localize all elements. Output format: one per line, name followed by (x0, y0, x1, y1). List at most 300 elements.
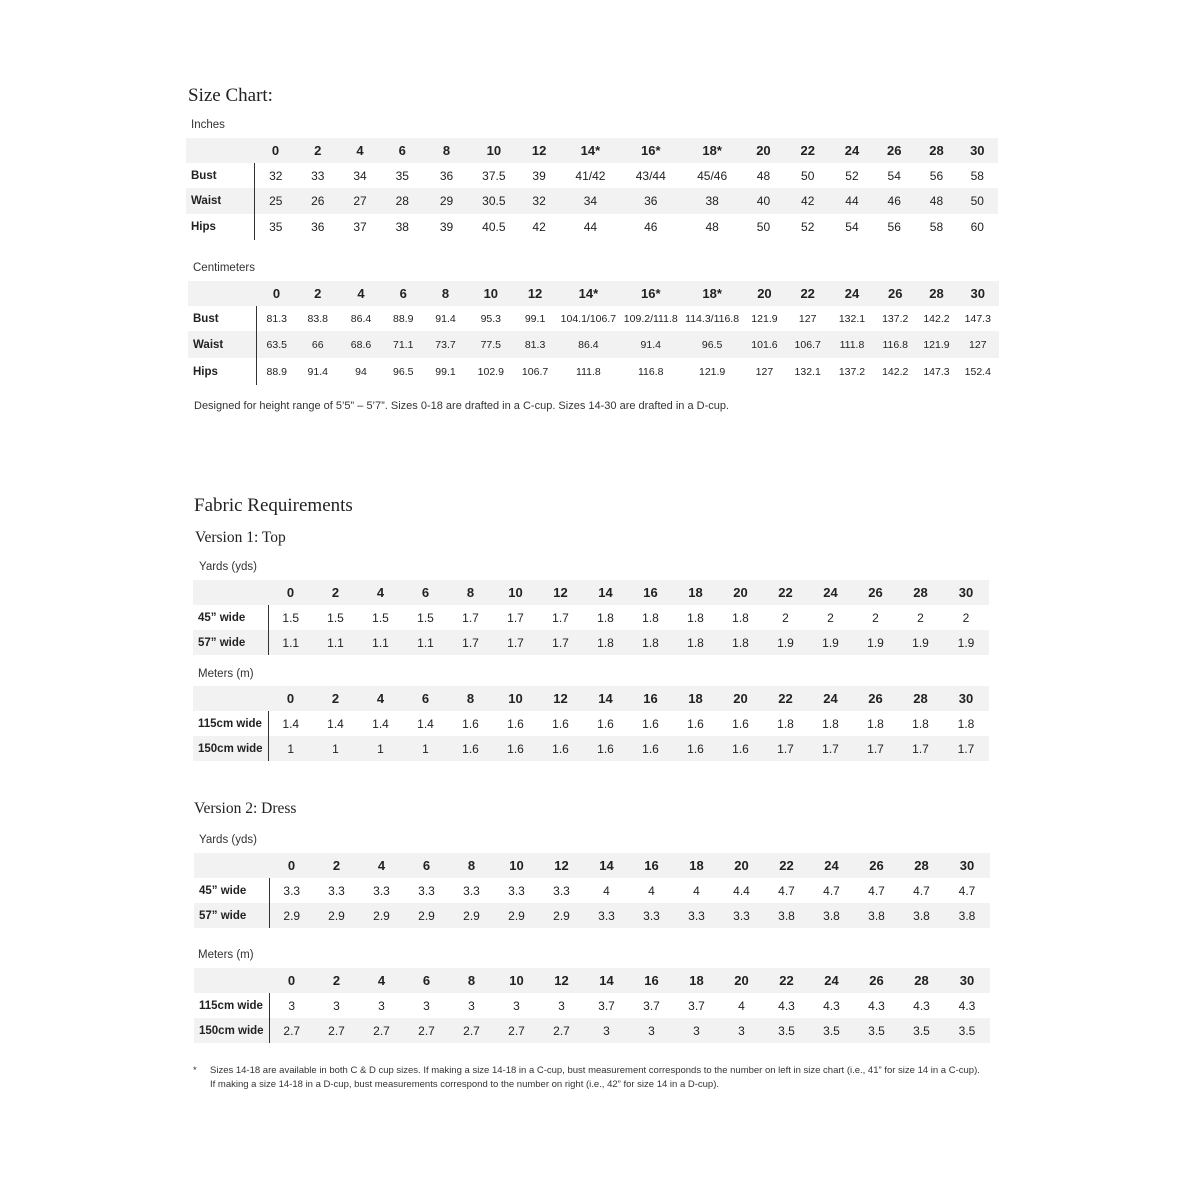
table-cell: 1.8 (777, 716, 794, 731)
table-cell: 2.9 (539, 903, 584, 928)
table-cell: 121.9 (751, 312, 778, 325)
table-cell: 86.4 (556, 331, 620, 358)
table-cell: 2.7 (539, 1018, 584, 1043)
size-header-cell: 10 (494, 968, 539, 993)
size-header-row (186, 138, 998, 163)
header-blank-cell (193, 686, 268, 711)
table-cell: 2 (917, 610, 924, 625)
table-cell: 127 (755, 365, 774, 378)
size-header-cell: 2 (313, 580, 358, 605)
table-cell: 4.7 (823, 883, 840, 898)
table-row (194, 993, 990, 1018)
size-header-cell: 6 (403, 580, 448, 605)
table-row (186, 163, 998, 188)
size-header-cell: 18 (674, 853, 719, 878)
table-cell: 4.3 (913, 998, 930, 1013)
table-cell: 4.3 (823, 998, 840, 1013)
size-header-cell: 14* (560, 138, 620, 163)
table-cell: 81.3 (256, 306, 296, 331)
size-header-cell: 28 (898, 580, 943, 605)
table-cell: 1.9 (853, 630, 898, 655)
table-cell: 66 (297, 331, 339, 358)
table-cell: 1.8 (822, 716, 839, 731)
version-2-title: Version 2: Dress (194, 800, 297, 817)
version-1-title: Version 1: Top (195, 529, 286, 546)
table-cell: 4.7 (958, 883, 976, 898)
table-cell: 35 (254, 214, 296, 240)
table-cell: 1.7 (808, 736, 853, 761)
size-header-cell: 14* (556, 281, 620, 306)
size-header-cell: 6 (383, 281, 423, 306)
table-cell: 54 (845, 220, 859, 234)
table-row (186, 188, 998, 214)
size-header-cell: 22 (784, 138, 832, 163)
table-cell: 137.2 (882, 312, 909, 325)
size-header-cell: 4 (339, 138, 381, 163)
size-header-cell: 26 (854, 968, 899, 993)
table-cell: 142.2 (923, 312, 950, 325)
table-cell: 3.3 (584, 903, 629, 928)
table-cell: 1.6 (597, 716, 614, 731)
table-cell: 1.4 (327, 716, 344, 731)
table-cell: 2.7 (359, 1018, 404, 1043)
table-cell: 2.9 (449, 903, 494, 928)
table-cell: 1.9 (943, 630, 989, 655)
table-cell: 4.3 (778, 998, 795, 1013)
size-header-row (193, 580, 989, 605)
table-cell: 114.3/116.8 (685, 312, 740, 325)
table-cell: 1.8 (628, 630, 673, 655)
table-cell: 96.5 (393, 365, 414, 378)
size-header-cell: 30 (943, 580, 989, 605)
table-cell: 28 (381, 188, 423, 214)
size-header-cell: 6 (404, 968, 449, 993)
size-header-cell: 18 (673, 686, 718, 711)
size-header-cell: 12 (514, 281, 556, 306)
size-header-cell: 14 (584, 853, 629, 878)
table-cell: 1.8 (687, 610, 704, 625)
table-cell: 101.6 (743, 331, 785, 358)
table-cell: 32 (254, 163, 296, 188)
table-cell: 52 (801, 220, 815, 234)
table-row (193, 605, 989, 630)
table-row (194, 878, 990, 903)
table-cell: 121.9 (916, 331, 956, 358)
table-cell: 1.8 (732, 610, 749, 625)
table-cell: 3.8 (899, 903, 944, 928)
table-cell: 2.9 (314, 903, 359, 928)
size-header-cell: 12 (539, 853, 584, 878)
table-cell: 1.6 (687, 716, 704, 731)
size-header-cell: 8 (448, 686, 493, 711)
size-header-cell: 10 (493, 580, 538, 605)
table-cell: 99.1 (435, 365, 456, 378)
row-label: Bust (191, 169, 217, 182)
table-cell: 52 (845, 168, 859, 183)
size-header-cell: 10 (494, 853, 539, 878)
table-cell: 68.6 (339, 331, 383, 358)
table-cell: 1 (313, 736, 358, 761)
size-header-cell: 14 (583, 686, 628, 711)
size-header-cell: 26 (853, 686, 898, 711)
size-header-cell: 22 (763, 580, 808, 605)
table-cell: 1.7 (943, 736, 989, 761)
size-header-cell: 26 (853, 580, 898, 605)
table-cell: 4.3 (958, 998, 976, 1013)
table-cell: 48 (705, 220, 719, 234)
table-cell: 3.3 (508, 883, 525, 898)
table-cell: 2.7 (494, 1018, 539, 1043)
table-cell: 2.9 (404, 903, 449, 928)
table-cell: 111.8 (576, 365, 601, 378)
size-header-cell: 30 (944, 968, 990, 993)
table-cell: 3.3 (328, 883, 345, 898)
centimeters-label: Centimeters (193, 262, 255, 274)
size-header-cell: 24 (808, 580, 853, 605)
table-cell: 1.6 (462, 716, 479, 731)
table-cell: 88.9 (393, 312, 414, 325)
table-cell: 1.6 (538, 736, 583, 761)
row-label: Waist (188, 331, 256, 358)
table-cell: 1.7 (493, 630, 538, 655)
size-header-cell: 30 (943, 686, 989, 711)
table-cell: 104.1/106.7 (560, 312, 617, 325)
table-cell: 2.7 (404, 1018, 449, 1043)
table-cell: 95.3 (480, 312, 502, 325)
size-header-cell: 0 (268, 580, 313, 605)
table-cell: 102.9 (477, 365, 504, 378)
table-cell: 3 (584, 1018, 629, 1043)
table-cell: 44 (832, 188, 872, 214)
table-cell: 39 (439, 220, 454, 234)
size-header-cell: 16* (621, 138, 681, 163)
size-header-cell: 2 (297, 281, 339, 306)
table-cell: 40 (743, 188, 783, 214)
size-header-row (193, 686, 989, 711)
table-cell: 25 (254, 188, 296, 214)
table-cell: 1.7 (763, 736, 808, 761)
table-cell: 63.5 (256, 331, 296, 358)
table-cell: 3.8 (944, 903, 990, 928)
size-header-row (194, 968, 990, 993)
table-cell: 3.5 (809, 1018, 854, 1043)
table-cell: 1.6 (732, 716, 749, 731)
table-cell: 36 (311, 220, 325, 234)
table-row (188, 306, 999, 331)
size-header-cell: 18* (681, 138, 743, 163)
table-cell: 121.9 (698, 365, 726, 378)
table-cell: 132.1 (838, 312, 866, 325)
table-cell: 1.7 (538, 630, 583, 655)
table-cell: 40.5 (482, 220, 506, 234)
size-header-cell: 20 (718, 686, 763, 711)
size-header-cell: 10 (493, 686, 538, 711)
table-cell: 42 (532, 220, 546, 234)
table-cell: 3.7 (598, 998, 615, 1013)
table-cell: 35 (395, 168, 409, 183)
table-cell: 1.7 (552, 610, 569, 625)
table-cell: 77.5 (468, 331, 514, 358)
table-cell: 3 (378, 998, 385, 1013)
fabric-requirements-title: Fabric Requirements (194, 495, 353, 516)
table-cell: 44 (583, 220, 598, 234)
size-header-cell: 16* (621, 281, 681, 306)
size-header-cell: 22 (786, 281, 830, 306)
row-label: 57” wide (194, 903, 269, 928)
table-cell: 1.1 (313, 630, 358, 655)
size-header-cell: 2 (297, 138, 339, 163)
size-header-cell: 0 (269, 853, 314, 878)
size-header-cell: 28 (916, 281, 956, 306)
table-cell: 54 (887, 168, 901, 183)
size-header-cell: 20 (718, 580, 763, 605)
size-header-cell: 26 (854, 853, 899, 878)
table-cell: 1.7 (507, 610, 524, 625)
table-cell: 1.9 (898, 630, 943, 655)
row-label: 115cm wide (198, 717, 262, 730)
table-cell: 1.6 (448, 736, 493, 761)
size-header-cell: 6 (404, 853, 449, 878)
table-cell: 1.7 (448, 630, 493, 655)
v1-yards-label: Yards (yds) (199, 561, 257, 573)
table-cell: 1.1 (268, 630, 313, 655)
table-row (193, 711, 989, 736)
table-cell: 3.3 (373, 883, 390, 898)
table-cell: 1.4 (417, 716, 434, 731)
size-header-cell: 30 (957, 281, 999, 306)
table-cell: 3.8 (809, 903, 854, 928)
table-cell: 1.6 (507, 716, 524, 731)
table-cell: 33 (311, 168, 325, 183)
size-header-cell: 8 (423, 281, 467, 306)
size-header-cell: 28 (899, 853, 944, 878)
size-header-cell: 12 (538, 580, 583, 605)
table-cell: 137.2 (838, 365, 866, 378)
table-cell: 4.3 (868, 998, 885, 1013)
row-label: 150cm wide (193, 736, 268, 761)
row-label: Bust (193, 312, 219, 325)
table-cell: 3 (513, 998, 520, 1013)
size-header-cell: 0 (268, 686, 313, 711)
v2-yards-table (194, 853, 990, 928)
inches-label: Inches (191, 119, 225, 131)
size-header-cell: 24 (830, 281, 874, 306)
table-cell: 48 (756, 168, 771, 183)
table-cell: 1.1 (403, 630, 448, 655)
size-header-cell: 4 (339, 281, 383, 306)
table-cell: 111.8 (830, 331, 874, 358)
table-cell: 2.7 (449, 1018, 494, 1043)
table-cell: 73.7 (423, 331, 467, 358)
table-cell: 1.6 (628, 736, 673, 761)
size-header-cell: 12 (539, 968, 584, 993)
table-cell: 1.5 (268, 605, 313, 630)
table-cell: 142.2 (882, 365, 909, 378)
size-header-cell: 4 (359, 968, 404, 993)
table-cell: 3.3 (553, 883, 570, 898)
table-cell: 1.8 (642, 610, 659, 625)
table-cell: 3 (719, 1018, 764, 1043)
row-label: 115cm wide (199, 999, 263, 1012)
table-cell: 3.8 (854, 903, 899, 928)
table-cell: 58 (929, 220, 944, 234)
table-cell: 50 (756, 220, 771, 234)
size-header-cell: 22 (764, 853, 809, 878)
size-header-cell: 0 (254, 138, 296, 163)
table-cell: 38 (681, 188, 743, 214)
table-cell: 29 (423, 188, 469, 214)
table-cell: 1.6 (583, 736, 628, 761)
table-cell: 1.8 (867, 716, 884, 731)
table-cell: 46 (872, 188, 916, 214)
size-header-cell: 24 (832, 138, 872, 163)
row-label: 45” wide (198, 611, 246, 624)
table-cell: 81.3 (514, 331, 556, 358)
table-row (188, 358, 999, 385)
table-row (193, 630, 989, 655)
size-header-cell: 30 (957, 138, 998, 163)
table-cell: 1.6 (552, 716, 569, 731)
row-label: Hips (193, 365, 218, 378)
table-cell: 36 (621, 188, 681, 214)
table-cell: 1 (403, 736, 448, 761)
table-cell: 37 (353, 220, 367, 234)
size-header-cell: 0 (256, 281, 296, 306)
footnote-asterisk: * (193, 1065, 197, 1076)
table-cell: 3.7 (643, 998, 660, 1013)
table-cell: 91.4 (307, 365, 328, 378)
v1-meters-table (193, 686, 989, 761)
table-cell: 127 (957, 331, 999, 358)
size-header-cell: 12 (538, 686, 583, 711)
row-label: Waist (186, 188, 254, 214)
table-cell: 2 (827, 610, 834, 625)
table-cell: 1.9 (808, 630, 853, 655)
row-label: Hips (191, 221, 216, 233)
table-cell: 2 (782, 610, 789, 625)
table-cell: 3 (674, 1018, 719, 1043)
table-cell: 46 (644, 220, 658, 234)
table-cell: 50 (801, 168, 815, 183)
size-header-cell: 14 (583, 580, 628, 605)
table-cell: 3 (333, 998, 340, 1013)
table-cell: 41/42 (575, 168, 606, 183)
table-cell: 2.9 (269, 903, 314, 928)
table-cell: 4.7 (778, 883, 795, 898)
table-cell: 26 (297, 188, 339, 214)
size-header-cell: 2 (313, 686, 358, 711)
size-header-cell: 6 (403, 686, 448, 711)
v1-yards-table (193, 580, 989, 655)
table-cell: 3.3 (674, 903, 719, 928)
table-cell: 4.4 (733, 883, 750, 898)
table-cell: 39 (532, 168, 546, 183)
size-header-cell: 28 (916, 138, 956, 163)
size-header-cell: 18* (681, 281, 743, 306)
table-cell: 1.8 (957, 716, 975, 731)
table-row (193, 736, 989, 761)
size-header-cell: 18 (674, 968, 719, 993)
centimeters-table (188, 281, 999, 385)
size-chart-title: Size Chart: (188, 85, 273, 106)
size-header-cell: 24 (809, 968, 854, 993)
table-cell: 127 (798, 312, 817, 325)
table-cell: 56 (929, 168, 944, 183)
table-cell: 43/44 (635, 168, 666, 183)
row-label: 57” wide (193, 630, 268, 655)
table-cell: 1.5 (417, 610, 434, 625)
size-header-cell: 14 (584, 968, 629, 993)
table-cell: 1 (358, 736, 403, 761)
table-cell: 147.3 (923, 365, 950, 378)
size-header-cell: 26 (872, 138, 916, 163)
table-cell: 58 (970, 168, 984, 183)
table-row (194, 903, 990, 928)
size-header-cell: 24 (809, 853, 854, 878)
size-header-cell: 22 (764, 968, 809, 993)
table-cell: 3.5 (854, 1018, 899, 1043)
table-cell: 1.6 (673, 736, 718, 761)
table-cell: 4 (693, 883, 700, 898)
table-cell: 94 (355, 365, 367, 378)
header-blank-cell (188, 281, 256, 306)
table-cell: 106.7 (521, 365, 549, 378)
size-header-cell: 24 (808, 686, 853, 711)
size-header-cell: 8 (448, 580, 493, 605)
size-header-cell: 4 (359, 853, 404, 878)
table-cell: 1.1 (358, 630, 403, 655)
table-cell: 4 (738, 998, 745, 1013)
table-cell: 96.5 (681, 331, 743, 358)
size-header-cell: 28 (898, 686, 943, 711)
table-cell: 2 (872, 610, 879, 625)
table-cell: 71.1 (383, 331, 423, 358)
header-blank-cell (186, 138, 254, 163)
table-cell: 34 (560, 188, 620, 214)
size-header-cell: 22 (763, 686, 808, 711)
table-cell: 3.5 (899, 1018, 944, 1043)
table-cell: 3.5 (764, 1018, 809, 1043)
v2-yards-label: Yards (yds) (199, 834, 257, 846)
size-header-cell: 4 (358, 580, 403, 605)
size-header-cell: 30 (944, 853, 990, 878)
table-cell: 88.9 (256, 358, 296, 385)
table-cell: 3.3 (463, 883, 480, 898)
v2-meters-label: Meters (m) (198, 949, 254, 961)
size-header-cell: 6 (381, 138, 423, 163)
size-header-cell: 0 (269, 968, 314, 993)
table-cell: 91.4 (435, 312, 456, 325)
size-header-cell: 8 (449, 968, 494, 993)
table-cell: 3.8 (764, 903, 809, 928)
table-cell: 1.8 (583, 630, 628, 655)
table-cell: 91.4 (621, 331, 681, 358)
table-cell: 83.8 (307, 312, 328, 325)
table-cell: 1.6 (718, 736, 763, 761)
table-cell: 3.5 (944, 1018, 990, 1043)
table-cell: 42 (784, 188, 832, 214)
table-cell: 132.1 (794, 365, 821, 378)
size-header-row (194, 853, 990, 878)
table-cell: 2.9 (494, 903, 539, 928)
table-cell: 1.8 (673, 630, 718, 655)
table-cell: 86.4 (350, 312, 372, 325)
footnote-line-1: Sizes 14-18 are available in both C & D cup sizes. If making a size 14-18 in a C-cup, bust measurement corresponds to the number on left in size chart (i.e., 41” for size 14 in a C-cup). (210, 1065, 980, 1076)
table-row (194, 1018, 990, 1043)
table-cell: 1.7 (462, 610, 479, 625)
table-cell: 3.3 (418, 883, 435, 898)
table-cell: 109.2/111.8 (623, 312, 678, 325)
